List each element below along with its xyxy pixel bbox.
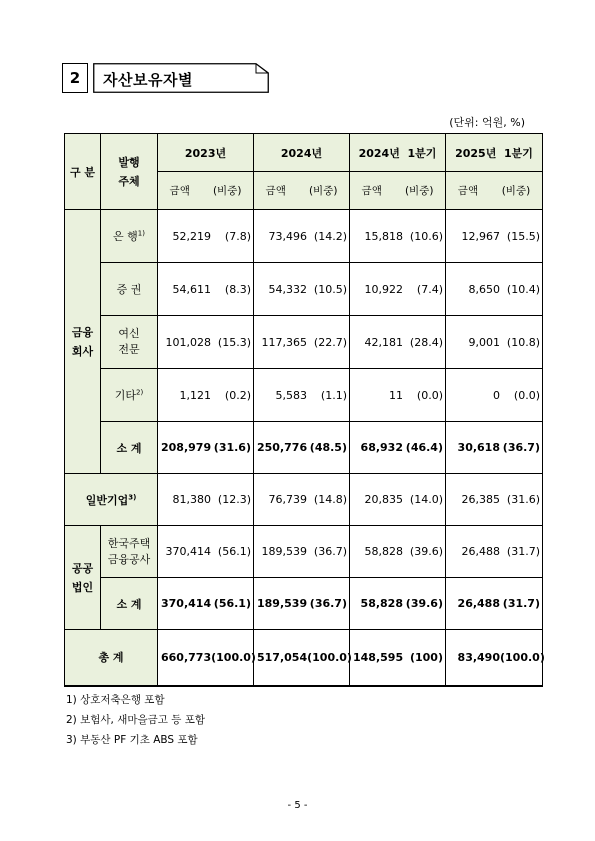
value-cell (350, 210, 446, 263)
amount-value: 117,365 (261, 335, 307, 349)
table-row (65, 316, 543, 369)
ratio-value: (14.8) (313, 493, 347, 506)
value-cell (446, 526, 543, 578)
amount-value: 12,967 (461, 229, 500, 243)
ratio-value: (31.6) (213, 441, 251, 454)
row-label: 기타$^{2)}$ (101, 369, 158, 422)
table-row (65, 630, 543, 686)
value-cell (158, 630, 254, 686)
amount-label: 금액 (169, 185, 190, 197)
value-cell (350, 578, 446, 630)
ratio-value: (14.2) (313, 229, 347, 243)
ratio-value: (22.7) (313, 335, 347, 349)
ratio-label: (비중) (212, 185, 242, 197)
ratio-value: (100.0) (307, 650, 352, 664)
value-cell (254, 630, 350, 686)
ratio-value: (56.1) (217, 545, 251, 558)
amount-value: 370,414 (161, 597, 212, 610)
value-cell (254, 263, 350, 316)
row-label: 소 계 (101, 422, 158, 474)
amount-value: 8,650 (468, 282, 500, 296)
group-general: 일반기업$^{3)}$ (65, 474, 158, 526)
amount-value: 0 (493, 388, 500, 402)
value-cell (158, 210, 254, 263)
footnotes (66, 690, 205, 750)
amount-label: 금액 (265, 185, 286, 197)
amount-value: 101,028 (165, 335, 211, 349)
footnote: 2) 보험사, 새마을금고 등 포함 (66, 714, 206, 726)
amount-value: 1,121 (179, 388, 211, 402)
amount-value: 81,380 (172, 493, 211, 506)
amount-value: 26,488 (457, 597, 500, 610)
amount-value: 76,739 (268, 493, 307, 506)
value-cell (254, 210, 350, 263)
table-row (65, 210, 543, 263)
row-label: 여신 전문 (101, 316, 158, 369)
amount-value: 52,219 (172, 229, 211, 243)
amount-value: 660,773 (161, 650, 212, 664)
value-cell (446, 263, 543, 316)
ratio-value: (10.5) (313, 282, 347, 296)
value-cell (158, 526, 254, 578)
value-cell (158, 263, 254, 316)
value-cell (446, 578, 543, 630)
ratio-value: (39.6) (409, 545, 443, 558)
amount-value: 208,979 (161, 441, 212, 454)
ratio-value: (56.1) (213, 597, 251, 610)
amount-value: 148,595 (353, 650, 404, 664)
table-row (65, 263, 543, 316)
value-cell (350, 474, 446, 526)
amount-value: 517,054 (257, 650, 308, 664)
ratio-value: (100) (409, 650, 443, 664)
amount-value: 30,618 (457, 441, 500, 454)
group-financial: 금융 회사 (65, 210, 101, 474)
ratio-value: (31.6) (506, 493, 540, 506)
header-period: 2023년 (158, 134, 254, 172)
group-public: 공공 법인 (65, 526, 101, 630)
amount-value: 15,818 (364, 229, 403, 243)
value-cell (446, 369, 543, 422)
ratio-value: (15.5) (506, 229, 540, 243)
amount-value: 54,332 (268, 282, 307, 296)
value-cell (158, 369, 254, 422)
section-title-box (93, 63, 269, 93)
value-cell (350, 630, 446, 686)
table-row (65, 422, 543, 474)
value-cell (254, 474, 350, 526)
ratio-value: (0.2) (224, 388, 251, 402)
value-cell (446, 630, 543, 686)
ratio-value: (0.0) (513, 388, 540, 402)
page-number: - 5 - (287, 800, 308, 811)
value-cell (254, 422, 350, 474)
amount-value: 58,828 (364, 545, 403, 558)
ratio-label: (비중) (308, 185, 338, 197)
value-cell (254, 369, 350, 422)
value-cell (158, 474, 254, 526)
table-row (65, 578, 543, 630)
row-label: 은 행$^{1)}$ (101, 210, 158, 263)
amount-value: 20,835 (364, 493, 403, 506)
ratio-label: (비중) (501, 185, 531, 197)
ratio-value: (1.1) (320, 388, 347, 402)
table-row (65, 369, 543, 422)
table-row (65, 526, 543, 578)
amount-value: 370,414 (165, 545, 211, 558)
header-period: 2024년 (254, 134, 350, 172)
ratio-value: (39.6) (405, 597, 443, 610)
value-cell (350, 526, 446, 578)
ratio-value: (10.4) (506, 282, 540, 296)
amount-value: 54,611 (172, 282, 211, 296)
amount-value: 189,539 (261, 545, 307, 558)
row-label: 증 권 (101, 263, 158, 316)
value-cell (350, 263, 446, 316)
value-cell (350, 316, 446, 369)
header-issuer: 발행 주체 (101, 134, 158, 210)
value-cell (446, 474, 543, 526)
amount-value: 68,932 (360, 441, 403, 454)
header-row-1 (65, 134, 543, 172)
ratio-value: (14.0) (409, 493, 443, 506)
amount-value: 26,385 (461, 493, 500, 506)
amount-value: 10,922 (364, 282, 403, 296)
value-cell (350, 422, 446, 474)
value-cell (254, 526, 350, 578)
value-cell (254, 316, 350, 369)
amount-value: 26,488 (461, 545, 500, 558)
ratio-value: (12.3) (217, 493, 251, 506)
section-title: 자산보유자별 (103, 71, 193, 89)
ratio-value: (31.7) (502, 597, 540, 610)
ratio-value: (28.4) (409, 335, 443, 349)
footnote: 1) 상호저축은행 포함 (66, 694, 165, 706)
ratio-value: (7.8) (224, 229, 251, 243)
row-label: 소 계 (101, 578, 158, 630)
value-cell (350, 369, 446, 422)
section-number: 2 (62, 63, 88, 93)
ratio-value: (48.5) (309, 441, 347, 454)
total-label: 총 계 (65, 630, 158, 686)
ratio-value: (36.7) (313, 545, 347, 558)
amount-label: 금액 (361, 185, 382, 197)
asset-holder-table (64, 133, 543, 687)
amount-value: 250,776 (257, 441, 308, 454)
ratio-value: (100.0) (500, 650, 545, 664)
amount-value: 9,001 (468, 335, 500, 349)
header-period: 2025년 1분기 (446, 134, 543, 172)
ratio-value: (10.8) (506, 335, 540, 349)
header-period: 2024년 1분기 (350, 134, 446, 172)
amount-value: 83,490 (457, 650, 500, 664)
footnote: 3) 부동산 PF 기초 ABS 포함 (66, 734, 198, 746)
ratio-label: (비중) (404, 185, 434, 197)
amount-value: 58,828 (360, 597, 403, 610)
value-cell (158, 578, 254, 630)
ratio-value: (36.7) (502, 441, 540, 454)
unit-note: (단위: 억원, %) (449, 116, 525, 129)
ratio-value: (31.7) (506, 545, 540, 558)
amount-value: 73,496 (268, 229, 307, 243)
ratio-value: (0.0) (416, 388, 443, 402)
value-cell (446, 422, 543, 474)
amount-label: 금액 (457, 185, 479, 197)
table-row (65, 474, 543, 526)
amount-value: 5,583 (275, 388, 307, 402)
amount-value: 42,181 (364, 335, 403, 349)
amount-value: 11 (389, 388, 403, 402)
ratio-value: (15.3) (217, 335, 251, 349)
value-cell (158, 422, 254, 474)
ratio-value: (46.4) (405, 441, 443, 454)
ratio-value: (7.4) (416, 282, 443, 296)
row-label: 한국주택 금융공사 (101, 526, 158, 578)
ratio-value: (10.6) (409, 229, 443, 243)
amount-value: 189,539 (257, 597, 308, 610)
ratio-value: (100.0) (211, 650, 256, 664)
ratio-value: (36.7) (309, 597, 347, 610)
header-category: 구 분 (65, 134, 101, 210)
value-cell (254, 578, 350, 630)
ratio-value: (8.3) (224, 282, 251, 296)
value-cell (446, 210, 543, 263)
value-cell (446, 316, 543, 369)
value-cell (158, 316, 254, 369)
